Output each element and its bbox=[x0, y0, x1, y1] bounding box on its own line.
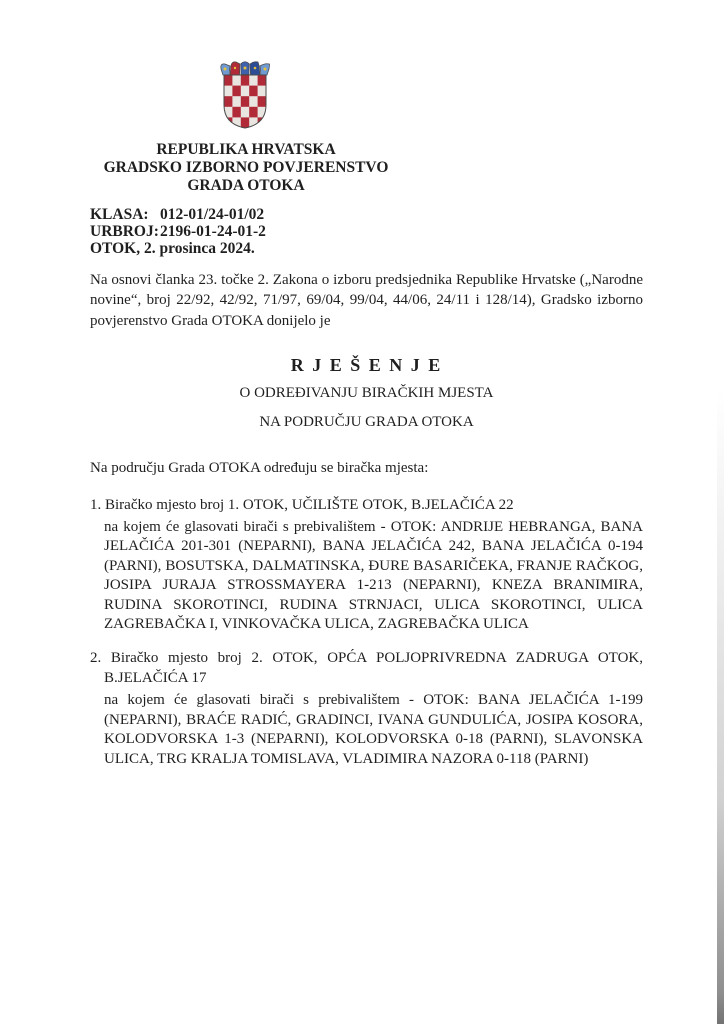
decision-subtitle-1: O ODREĐIVANJU BIRAČKIH MJESTA bbox=[239, 385, 494, 401]
place-date: OTOK, 2. prosinca 2024. bbox=[90, 240, 255, 257]
urbroj-row bbox=[90, 223, 266, 240]
polling-station-1-heading: 1. Biračko mjesto broj 1. OTOK, UČILIŠTE OTOK, B.JELAČIĆA 22 bbox=[90, 497, 514, 513]
urbroj-label: URBROJ: bbox=[90, 223, 159, 240]
klasa-value: 012-01/24-01/02 bbox=[160, 206, 265, 223]
legal-basis-paragraph: Na osnovi članka 23. točke 2. Zakona o izboru predsjednika Republike Hrvatske („Narodne novine“, broj 22/92, 42/92, 71/97, 69/04, 99/04, 44/06, 24/11 i 128/14), Gradsko izborno povjerenstvo Grada OTOKA donijelo je bbox=[90, 272, 643, 329]
polling-station-1-streets: na kojem će glasovati birači s prebivalištem - OTOK: ANDRIJE HEBRANGA, BANA JELAČIĆA 201-301 (NEPARNI), BANA JELAČIĆA 242, BANA JELAČIĆA 0-194 (PARNI), BOSUTSKA, DALMATINSKA, ĐURE BASARIČEKA, FRANJE RAČKOG, JOSIPA JURAJA STROSSMAYERA 1-213 (NEPARNI), KNEZA BRANIMIRA, RUDINA SKOROTINCI, RUDINA STRNJACI, ULICA SKOROTINCI, ULICA ZAGREBAČKA I, VINKOVAČKA ULICA, ZAGREBAČKA ULICA bbox=[104, 519, 643, 633]
document-meta bbox=[90, 206, 266, 257]
urbroj-value: 2196-01-24-01-2 bbox=[160, 223, 266, 240]
scan-shadow-right-edge bbox=[717, 0, 724, 1024]
letterhead-city: GRADA OTOKA bbox=[187, 177, 305, 194]
decision-title: R J E Š E N J E bbox=[290, 355, 443, 375]
lead-sentence: Na području Grada OTOKA određuju se biračka mjesta: bbox=[90, 460, 429, 476]
title-block bbox=[90, 355, 643, 443]
croatia-coat-of-arms-icon bbox=[220, 61, 270, 129]
polling-station-2-heading: 2. Biračko mjesto broj 2. OTOK, OPĆA POLJOPRIVREDNA ZADRUGA OTOK, B.JELAČIĆA 17 bbox=[90, 650, 643, 687]
decision-body bbox=[90, 458, 643, 783]
polling-station-2-streets: na kojem će glasovati birači s prebivalištem - OTOK: BANA JELAČIĆA 1-199 (NEPARNI), BRAĆE RADIĆ, GRADINCI, IVANA GUNDULIĆA, JOSIPA KOSORA, KOLODVORSKA 1-3 (NEPARNI), KOLODVORSKA 0-18 (PARNI), SLAVONSKA ULICA, TRG KRALJA TOMISLAVA, VLADIMIRA NAZORA 0-118 (PARNI) bbox=[104, 692, 643, 767]
decision-subtitle-2: NA PODRUČJU GRADA OTOKA bbox=[259, 414, 474, 430]
klasa-row bbox=[90, 206, 266, 223]
letterhead bbox=[88, 141, 404, 195]
klasa-label: KLASA: bbox=[90, 206, 149, 223]
letterhead-country: REPUBLIKA HRVATSKA bbox=[156, 141, 336, 158]
letterhead-commission: GRADSKO IZBORNO POVJERENSTVO bbox=[103, 159, 389, 176]
